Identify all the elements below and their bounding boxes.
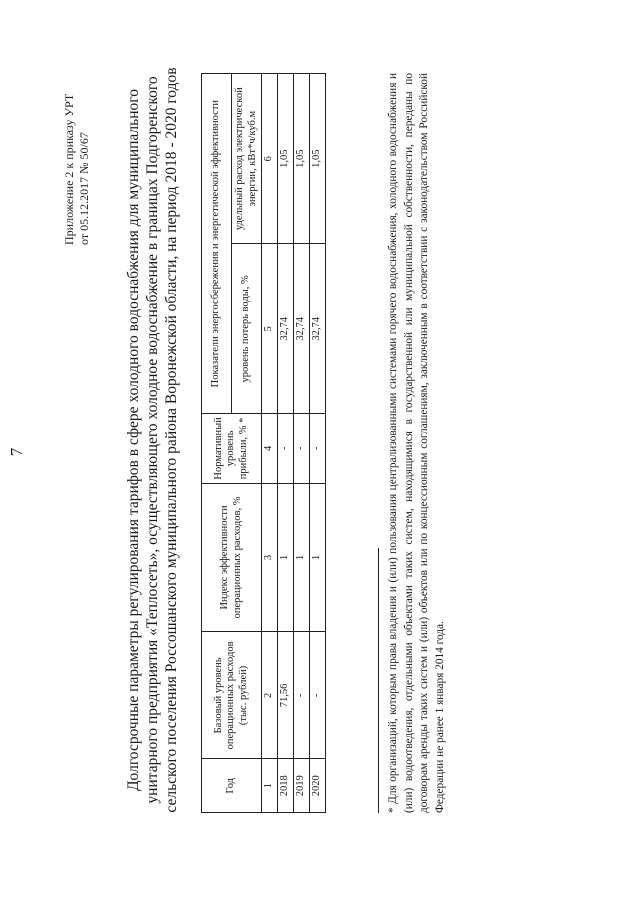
cell-profit-level: - [310, 414, 326, 483]
footnote-divider [378, 548, 379, 813]
cell-base-level: - [294, 632, 310, 759]
cell-profit-level: - [278, 414, 294, 483]
column-number: 2 [262, 632, 278, 759]
column-number: 1 [262, 759, 278, 813]
table-row [310, 74, 326, 813]
cell-water-loss: 32,74 [294, 244, 310, 414]
cell-profit-level: - [294, 414, 310, 483]
header-year: Год [202, 759, 262, 813]
cell-base-level: - [310, 632, 326, 759]
cell-water-loss: 32,74 [278, 244, 294, 414]
cell-year: 2019 [294, 759, 310, 813]
footnote: * Для организаций, которым права владения и (или) пользования централизованными системами горячего водоснабжения, холодного водоснабжения и (или) водоотведения, отдельными объектами таких систем, находящимися в государственной или муниципальной собственности, переданы по договорам аренды таких систем и (или) объектов или по концессионным соглашениям, заключенным в соответствии с законодательством Российской Федерации не ранее 1 января 2014 года. [387, 73, 446, 813]
table-row [278, 74, 294, 813]
column-number: 5 [262, 244, 278, 414]
header-row-1 [202, 74, 232, 813]
cell-base-level: 71,56 [278, 632, 294, 759]
cell-electric-consumption: 1,05 [294, 74, 310, 244]
tariff-parameters-table [201, 73, 326, 813]
title-line-1: Долгосрочные параметры регулирования тарифов в сфере холодного водоснабжения для муниципального [125, 88, 142, 792]
cell-electric-consumption: 1,05 [310, 74, 326, 244]
header-profit-level: Нормативный уровень прибыли, % * [202, 414, 262, 483]
column-numbering-row [262, 74, 278, 813]
document-title [124, 25, 181, 855]
table-row [294, 74, 310, 813]
cell-efficiency-index: 1 [278, 483, 294, 632]
page-number: 7 [7, 447, 26, 457]
header-efficiency-index: Индекс эффективности операционных расходов, % [202, 483, 262, 632]
cell-year: 2018 [278, 759, 294, 813]
appendix-line-1: Приложение 2 к приказу УРТ [62, 93, 76, 245]
appendix-reference [62, 5, 92, 245]
title-line-3: сельского поселения Россошанского муниципального района Воронежской области, на период 2018 - 2020 годов [163, 67, 180, 813]
cell-efficiency-index: 1 [310, 483, 326, 632]
appendix-line-2: от 05.12.2017 № 50/67 [77, 132, 91, 245]
header-electric-consumption: удельный расход электрической энергии, кВт*ч/куб.м [232, 74, 262, 244]
column-number: 3 [262, 483, 278, 632]
column-number: 6 [262, 74, 278, 244]
title-line-2: унитарного предприятия «Теплосеть», осуществляющего холодное водоснабжение в границах Подгоренского [144, 76, 161, 804]
cell-water-loss: 32,74 [310, 244, 326, 414]
header-energy-group: Показатели энергосбережения и энергетической эффективности [202, 74, 232, 414]
cell-electric-consumption: 1,05 [278, 74, 294, 244]
header-base-level: Базовый уровень операционных расходов (тыс. рублей) [202, 632, 262, 759]
column-number: 4 [262, 414, 278, 483]
header-water-loss: уровень потерь воды, % [232, 244, 262, 414]
cell-efficiency-index: 1 [294, 483, 310, 632]
cell-year: 2020 [310, 759, 326, 813]
